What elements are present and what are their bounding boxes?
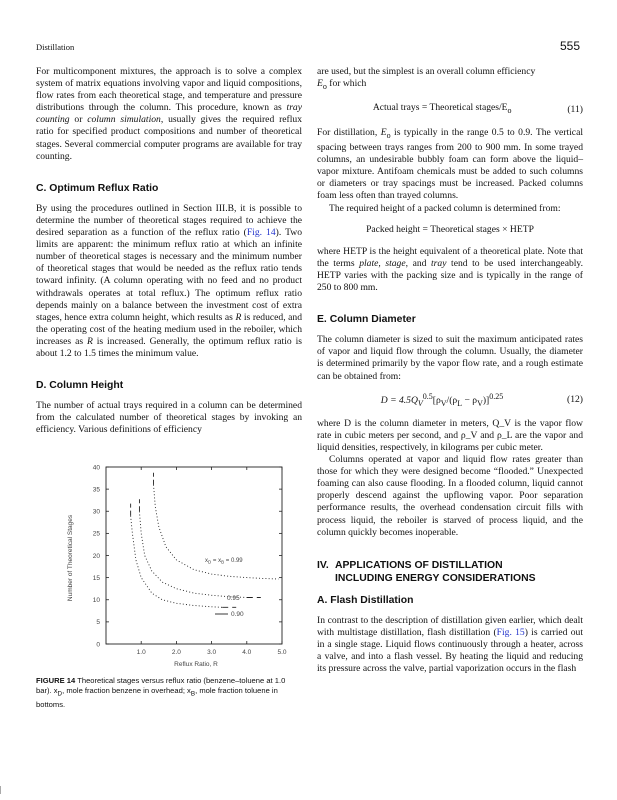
paragraph: Columns operated at vapor and liquid flow rates greater than those for which they were designed become “flooded.” Unexpected foaming can also cause flooding. In a flooded column, liquid cannot properly descend against the upflowing vapor. Poor separation performance results, the overhead condensation circuit fills with process liquid, the reboiler is starved of process liquid, and the column quickly becomes inoperable. — [317, 454, 583, 538]
svg-text:5.0: 5.0 — [277, 649, 287, 656]
figure-caption: FIGURE 14 Theoretical stages versus reflux ratio (benzene–toluene at 1.0 bar). $x_D$, mole fraction benzene in overhead; $x_B$, mole fraction toluene in bottoms. — [36, 676, 286, 710]
series-label-095: 0.95 — [227, 595, 240, 602]
svg-text:10: 10 — [92, 597, 100, 605]
paragraph: For distillation, $E_o$ is typically in the range 0.5 to 0.9. The vertical spacing between trays ranges from 200 to 900 mm. In some trayed columns, an undesirable bubbly foam can form above the liquid–vapor mixture. Antifoam chemicals must be added to such columns or diameters or tray spacings must be increased. Packed columns foam less often than trayed columns. — [317, 127, 583, 202]
svg-text:15: 15 — [92, 574, 100, 582]
section-heading-iv: IV. APPLICATIONS OF DISTILLATION INCLUDING ENERGY CONSIDERATIONS — [317, 559, 536, 584]
figure-15-link[interactable]: Fig. 15 — [496, 626, 525, 638]
svg-text:3.0: 3.0 — [207, 649, 217, 656]
paragraph: For multicomponent mixtures, the approach is to solve a complex system of matrix equations involving vapor and liquid compositions, flow rates from each theoretical stage, and temperature and pressure distributions through the column. This procedure, known as tray counting or column simulation, usually gives the required reflux ratio for specified product compositions and number of theoretical stages. Several commercial computer programs are available for tray counting. — [36, 66, 302, 162]
section-heading-c: C. Optimum Reflux Ratio — [36, 182, 159, 194]
paragraph: By using the procedures outlined in Section III.B, it is possible to determine the number of theoretical stages required to achieve the desired separation as a function of the reflux ratio (Fig. 14). Two limits are apparent: the minimum reflux ratio at which an infinite number of theoretical stages is necessary and the minimum number of theoretical stages that would be needed as the reflux ratio tends toward infinity. (A column operating with no feed and no product withdrawals operates at total reflux.) The optimum reflux ratio depends mainly on a balance between the investment cost of extra stages, hence extra column height, which results as R is reduced, and the operating cost of the heating medium used in the reboiler, which increases as R is increased. Generally, the optimum reflux ratio is about 1.2 to 1.5 times the minimum value. — [36, 202, 302, 359]
equation-11: Actual trays = Theoretical stages/$E_o$ (11) — [372, 102, 583, 115]
series-label-090: 0.90 — [231, 611, 244, 618]
right-column — [317, 66, 583, 675]
svg-text:2.0: 2.0 — [171, 649, 181, 656]
paragraph: In contrast to the description of distillation given earlier, which dealt with multistage distillation, flash distillation (Fig. 15) is carried out in a single stage. Liquid flows continuously through a heater, across a valve, and into a flash vessel. By heating the liquid and reducing its pressure across the valve, partial vaporization occurs in the flash — [317, 614, 583, 675]
svg-text:1.0: 1.0 — [136, 649, 146, 656]
section-heading-e: E. Column Diameter — [317, 314, 416, 326]
paragraph: The required height of a packed column is determined from: — [329, 202, 561, 214]
section-heading-a: A. Flash Distillation — [317, 594, 414, 606]
svg-text:30: 30 — [92, 508, 100, 516]
x-axis-label: Reflux Ratio, R — [174, 661, 218, 668]
paragraph: where HETP is the height equivalent of a theoretical plate. Note that the terms plate, stage, and tray tend to be used interchangeably. HETP varies with the packing size and is typically in the range of 250 to 800 mm. — [317, 245, 583, 294]
paragraph: The column diameter is sized to suit the maximum anticipated rates of vapor and liquid flow through the column. Usually, the diameter is determined primarily by the vapor flow rate, and a rough estimate can be obtained from: — [317, 334, 583, 382]
series-line — [154, 485, 279, 579]
paragraph: are used, but the simplest is an overall column efficiency $E_o$ for which — [317, 66, 536, 91]
y-axis-label: Number of Theoretical Stages — [67, 514, 74, 602]
svg-text:25: 25 — [92, 530, 100, 538]
equation-12: $D = 4.5Q_V^{0.5}[\rho_V/(\rho_L - \rho_V)]^{0.25}$ (12) — [380, 391, 583, 408]
svg-text:0: 0 — [96, 641, 100, 649]
svg-text:5: 5 — [96, 619, 100, 627]
series-line — [139, 511, 246, 597]
svg-text:35: 35 — [92, 486, 100, 494]
section-heading-d: D. Column Height — [36, 380, 124, 392]
left-column — [36, 66, 302, 436]
page-edge-mark — [0, 786, 1, 794]
svg-text:20: 20 — [92, 552, 100, 560]
page-number: 555 — [559, 39, 580, 53]
paragraph: The number of actual trays required in a column can be determined from the calculated number of theoretical stages by invoking an efficiency. Various definitions of efficiency — [36, 400, 302, 436]
figure-14-chart — [55, 458, 295, 673]
svg-text:4.0: 4.0 — [242, 649, 252, 656]
svg-text:40: 40 — [92, 464, 100, 472]
paragraph: where D is the column diameter in meters, Q_V is the vapor flow rate in cubic meters per second, and ρ_V and ρ_L are the vapor and liquid densities, respectively, in kilograms per cubic meter. — [317, 417, 583, 453]
series-label-099: $x_D = x_B = 0.99$ — [205, 558, 243, 565]
equation-packed-height: Packed height = Theoretical stages × HETP — [366, 223, 534, 235]
figure-14-link[interactable]: Fig. 14 — [246, 227, 276, 239]
running-title: Distillation — [36, 42, 75, 52]
